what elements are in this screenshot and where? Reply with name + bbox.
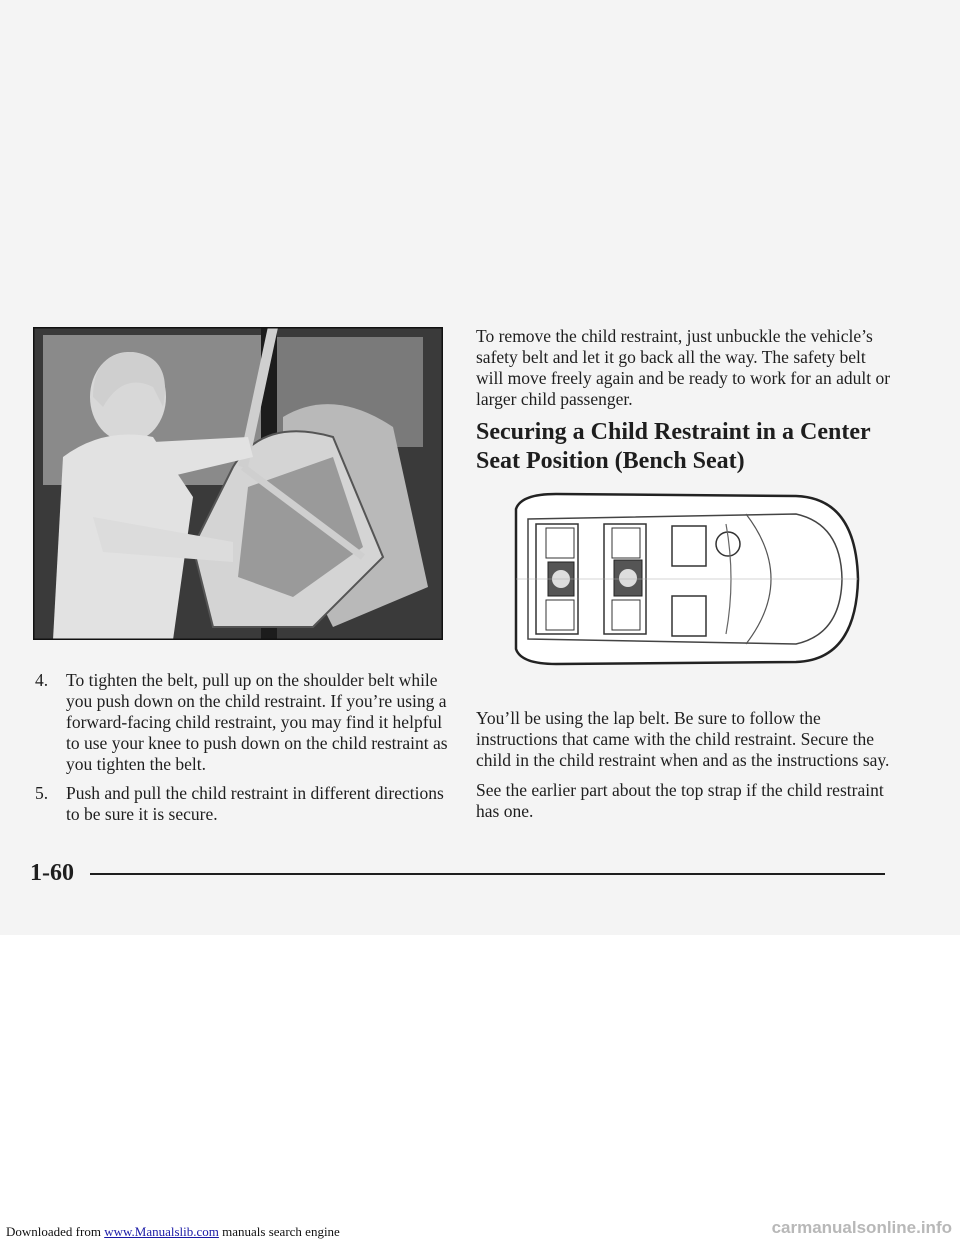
woman-tightening-belt-illustration	[33, 327, 443, 640]
child-restraint-photo	[33, 327, 443, 640]
bench-seat-diagram	[496, 484, 866, 674]
top-strap-paragraph: See the earlier part about the top strap if the child restraint has one.	[476, 780, 884, 821]
step-text: To tighten the belt, pull up on the shoulder belt while you push down on the child restraint. If you’re using a forward-facing child restraint, you may find it helpful to use your knee to push down on the child restraint as you tighten the belt.	[66, 670, 448, 774]
lap-belt-section	[476, 708, 896, 822]
section-heading: Securing a Child Restraint in a Center Seat Position (Bench Seat)	[476, 419, 871, 474]
remove-paragraph: To remove the child restraint, just unbuckle the vehicle’s safety belt and let it go back all the way. The safety belt will move freely again and be ready to work for an adult or larger child passenger.	[476, 326, 891, 409]
instruction-steps	[35, 670, 455, 833]
list-item	[35, 783, 455, 825]
step-text: Push and pull the child restraint in different directions to be sure it is secure.	[66, 783, 444, 824]
vehicle-top-view-icon	[496, 484, 866, 674]
footer-rule	[90, 873, 885, 875]
download-footer	[6, 1224, 340, 1240]
step-number: 5.	[35, 783, 49, 803]
footer-prefix: Downloaded from	[6, 1224, 105, 1239]
manualslib-link[interactable]: www.Manualslib.com	[104, 1224, 219, 1239]
step-number: 4.	[35, 670, 49, 690]
list-item	[35, 670, 455, 775]
footer-suffix: manuals search engine	[218, 1224, 340, 1239]
watermark: carmanualsonline.info	[771, 1218, 952, 1237]
page-number: 1-60	[30, 860, 74, 886]
remove-restraint-section	[476, 326, 896, 410]
lap-belt-paragraph: You’ll be using the lap belt. Be sure to follow the instructions that came with the child restraint. Secure the child in the child restraint when and as the instructions say.	[476, 708, 890, 770]
